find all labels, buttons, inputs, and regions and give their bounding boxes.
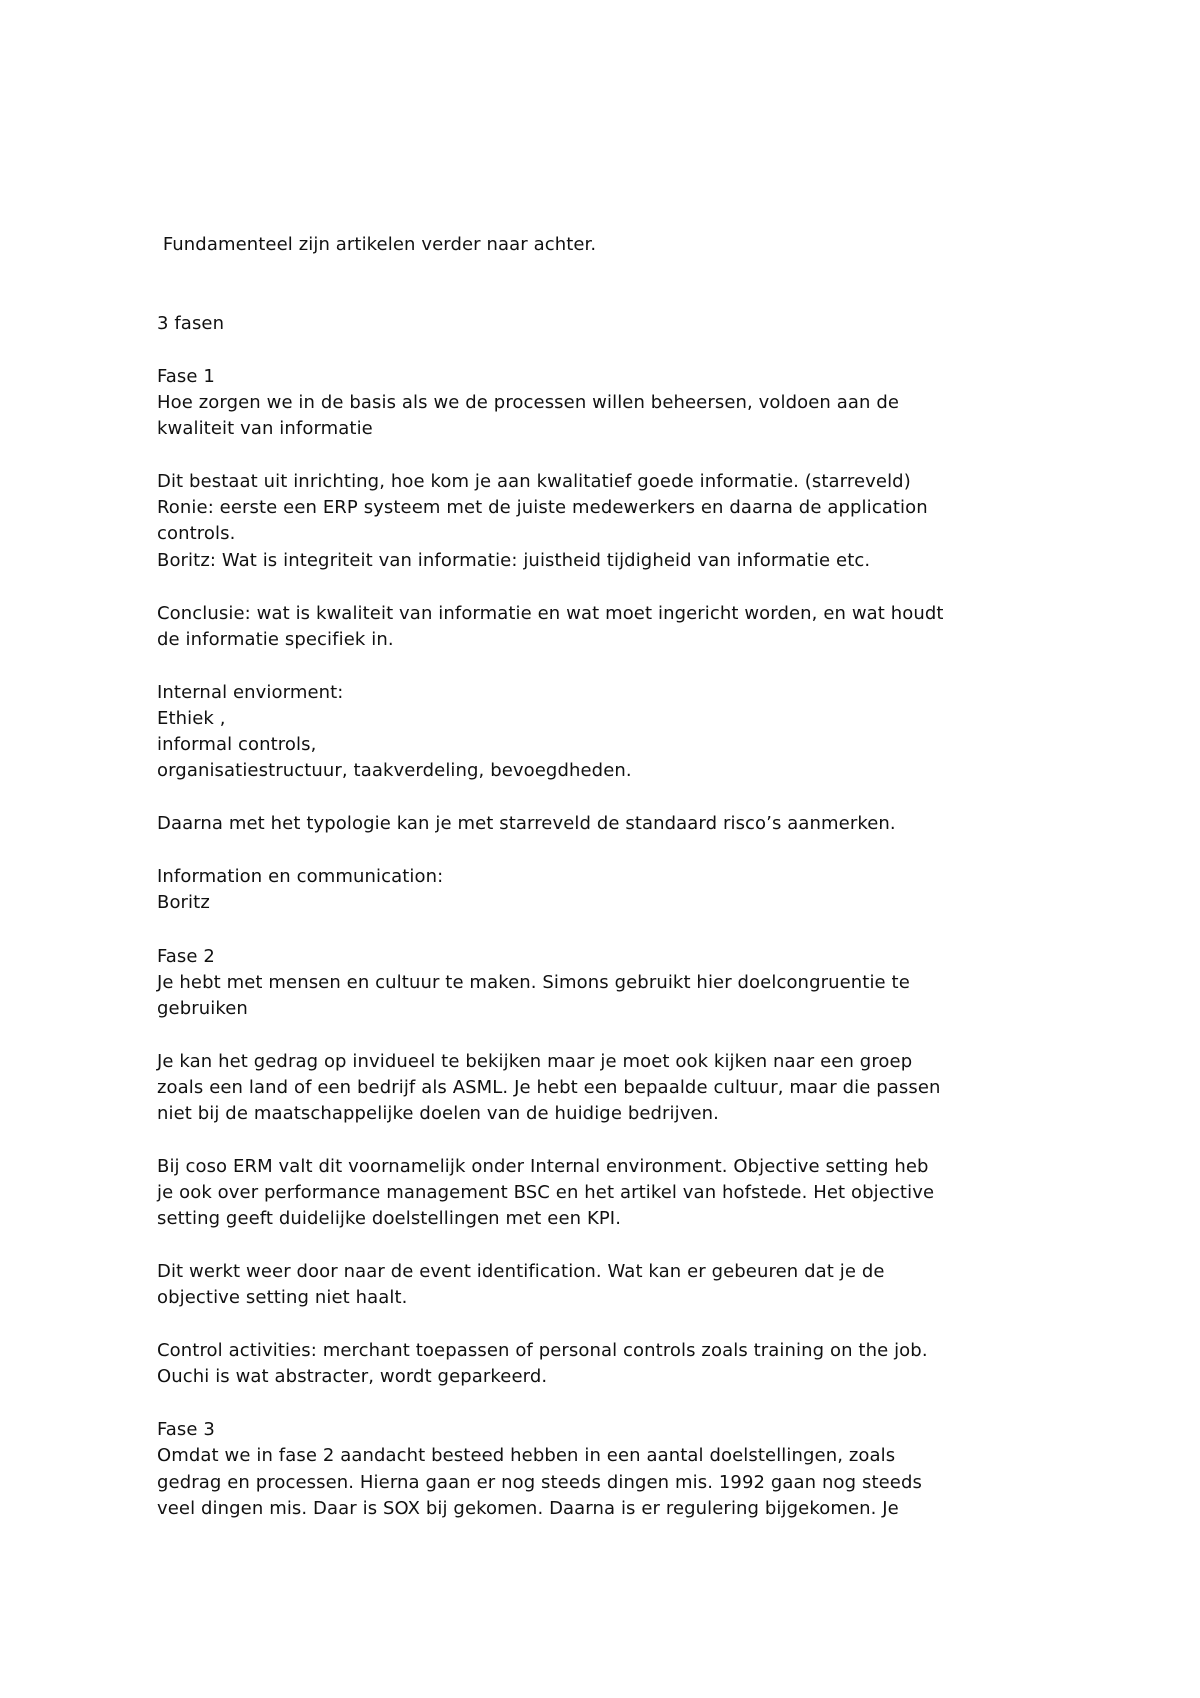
text-line: Bij coso ERM valt dit voornamelijk onder Internal environment. Objective setting heb xyxy=(157,1156,929,1177)
text-line: Information en communication: xyxy=(157,866,444,887)
text-line: de informatie specifiek in. xyxy=(157,629,394,650)
text-line: Omdat we in fase 2 aandacht besteed hebben in een aantal doelstellingen, zoals xyxy=(157,1445,896,1466)
text-line: Je hebt met mensen en cultuur te maken. Simons gebruikt hier doelcongruentie te xyxy=(157,972,910,993)
section-heading: Fase 3 xyxy=(157,1419,215,1440)
text-line: Ethiek , xyxy=(157,708,226,729)
text-line: 3 fasen xyxy=(157,313,225,334)
text-line: kwaliteit van informatie xyxy=(157,418,373,439)
text-line: je ook over performance management BSC en het artikel van hofstede. Het objective xyxy=(157,1182,935,1203)
text-line: Daarna met het typologie kan je met starreveld de standaard risco’s aanmerken. xyxy=(157,813,896,834)
text-line: controls. xyxy=(157,523,236,544)
text-line: Boritz xyxy=(157,892,210,913)
text-line: informal controls, xyxy=(157,734,317,755)
text-line: Ouchi is wat abstracter, wordt geparkeerd. xyxy=(157,1366,548,1387)
text-line: niet bij de maatschappelijke doelen van de huidige bedrijven. xyxy=(157,1103,720,1124)
text-line: gedrag en processen. Hierna gaan er nog steeds dingen mis. 1992 gaan nog steeds xyxy=(157,1472,922,1493)
text-line: Conclusie: wat is kwaliteit van informatie en wat moet ingericht worden, en wat houdt xyxy=(157,603,944,624)
text-line: Boritz: Wat is integriteit van informatie: juistheid tijdigheid van informatie etc. xyxy=(157,550,871,571)
text-line: veel dingen mis. Daar is SOX bij gekomen. Daarna is er regulering bijgekomen. Je xyxy=(157,1498,899,1519)
text-line: setting geeft duidelijke doelstellingen met een KPI. xyxy=(157,1208,622,1229)
text-line: Hoe zorgen we in de basis als we de processen willen beheersen, voldoen aan de xyxy=(157,392,900,413)
text-line: Ronie: eerste een ERP systeem met de juiste medewerkers en daarna de application xyxy=(157,497,928,518)
text-line: Je kan het gedrag op invidueel te bekijken maar je moet ook kijken naar een groep xyxy=(157,1051,913,1072)
text-line: gebruiken xyxy=(157,998,248,1019)
text-line: Fundamenteel zijn artikelen verder naar achter. xyxy=(157,234,597,255)
text-line: Dit bestaat uit inrichting, hoe kom je aan kwalitatief goede informatie. (starreveld) xyxy=(157,471,911,492)
text-line: objective setting niet haalt. xyxy=(157,1287,408,1308)
text-line: Internal enviorment: xyxy=(157,682,344,703)
section-heading: Fase 2 xyxy=(157,946,215,967)
text-line: Dit werkt weer door naar de event identification. Wat kan er gebeuren dat je de xyxy=(157,1261,885,1282)
section-heading: Fase 1 xyxy=(157,366,215,387)
text-line: zoals een land of een bedrijf als ASML. Je hebt een bepaalde cultuur, maar die passen xyxy=(157,1077,941,1098)
text-line: organisatiestructuur, taakverdeling, bevoegdheden. xyxy=(157,760,632,781)
text-line: Control activities: merchant toepassen of personal controls zoals training on the job. xyxy=(157,1340,928,1361)
